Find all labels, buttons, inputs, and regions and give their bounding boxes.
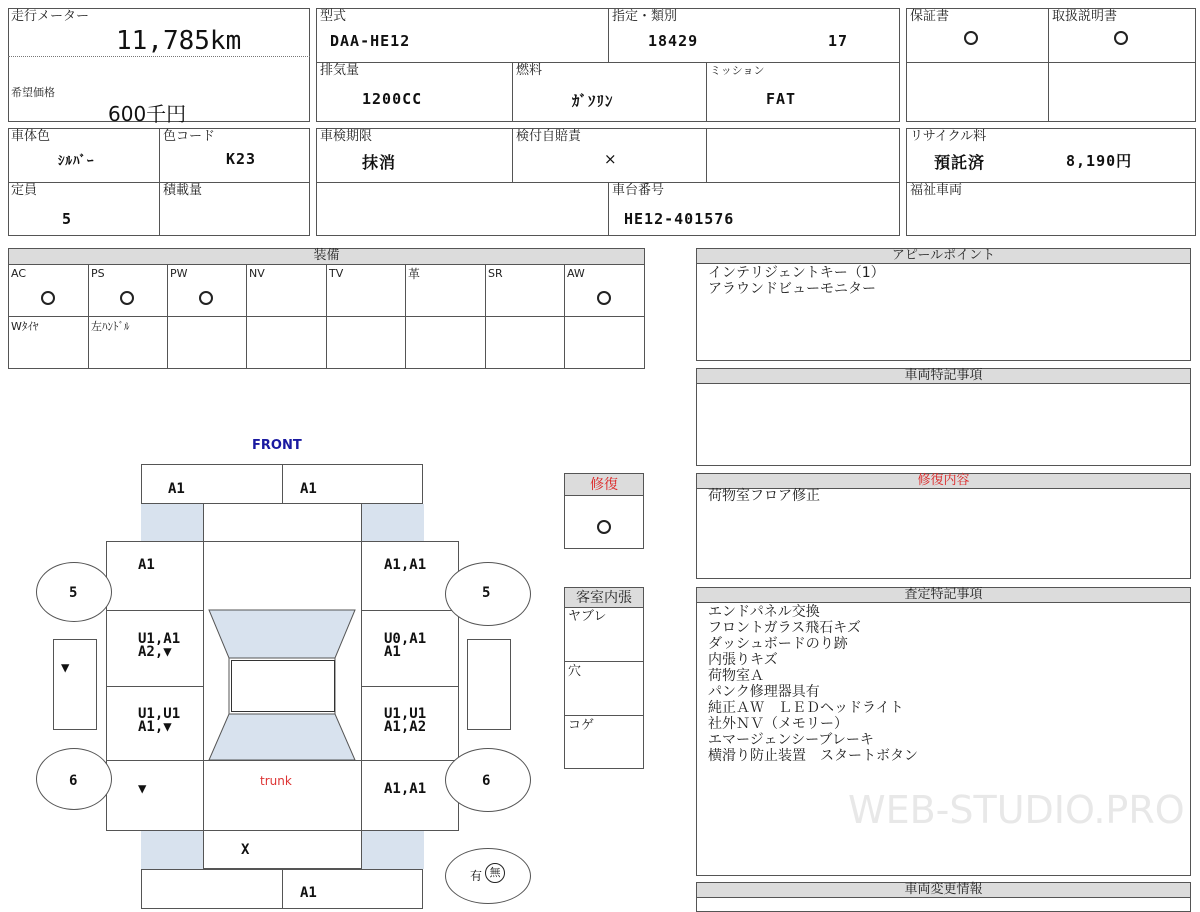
trunk-label: trunk (260, 774, 292, 788)
right-step (467, 639, 511, 730)
tire-front-left-value: 5 (69, 585, 78, 601)
insurance-label: 検付自賠責 (516, 129, 582, 144)
fl-door-label-2: A2,▼ (138, 644, 172, 660)
load-label: 積載量 (163, 183, 203, 198)
manual-label: 取扱説明書 (1052, 9, 1118, 24)
headlight-left (141, 504, 203, 541)
odometer-label: 走行メーター (11, 9, 90, 24)
assessment-line-4: 内張りキズ (708, 652, 778, 668)
rear-panel (203, 831, 362, 869)
taillight-right (362, 831, 424, 869)
car-diagram (0, 430, 560, 900)
vehicle-notes-title: 車両特記事項 (697, 369, 1190, 384)
inspection-label: 車検期限 (320, 129, 373, 144)
equip-lhd-label: 左ﾊﾝﾄﾞﾙ (91, 320, 130, 333)
interior-title: 客室内張 (565, 588, 643, 608)
assessment-line-7: 純正ＡＷ ＬＥＤヘッドライト (708, 700, 904, 716)
equipment-title: 装備 (9, 249, 644, 265)
front-left-label: A1 (168, 481, 185, 497)
interior-item-2: 穴 (568, 664, 582, 679)
equip-nv-label: NV (249, 267, 265, 280)
assessment-title: 査定特記事項 (697, 588, 1190, 603)
transmission-label: ミッション (710, 64, 765, 77)
left-step (53, 639, 97, 730)
equip-sr-label: SR (488, 267, 503, 280)
assessment-line-10: 横滑り防止装置 スタートボタン (708, 748, 918, 764)
rl-fender-label: ▼ (138, 781, 147, 797)
inspection-value: 抹消 (362, 153, 397, 172)
manual-circle (1114, 31, 1128, 45)
assessment-line-8: 社外ＮＶ（メモリー） (708, 716, 848, 732)
repair-content-title: 修復内容 (697, 474, 1190, 489)
chassis-label: 車台番号 (612, 183, 665, 198)
equip-ac-circle (41, 291, 55, 305)
equip-aw-label: AW (567, 267, 585, 280)
assessment-line-9: エマージェンシーブレーキ (708, 732, 874, 748)
equipment-row1 (8, 265, 645, 316)
left-step-label: ▼ (61, 660, 70, 676)
color-code-value: K23 (226, 150, 257, 168)
capacity-value: 5 (62, 210, 73, 228)
vehicle-change-title: 車両変更情報 (697, 883, 1190, 898)
assessment-line-6: パンク修理器具有 (708, 684, 820, 700)
interior-item-3: コゲ (568, 718, 595, 733)
rear-center-label: X (241, 842, 250, 858)
designation-value-1: 18429 (648, 32, 699, 50)
rl-door-label-2: A1,▼ (138, 719, 172, 735)
equip-ps-circle (120, 291, 134, 305)
rr-door-label-1: U1,U1 (384, 706, 427, 722)
assessment-line-5: 荷物室Ａ (708, 668, 764, 684)
repair-circle (597, 520, 611, 534)
price-label: 希望価格 (11, 86, 55, 99)
designation-label: 指定・類別 (612, 9, 678, 24)
fr-door-label-1: U0,A1 (384, 631, 427, 647)
headlight-right (362, 504, 424, 541)
equip-ps-label: PS (91, 267, 105, 280)
spare-none: 無 (485, 863, 505, 883)
appeal-title: アピールポイント (697, 249, 1190, 264)
recycle-label: リサイクル料 (910, 129, 987, 144)
assessment-line-3: ダッシュボードのり跡 (708, 636, 848, 652)
appeal-line-1: インテリジェントキー（1） (708, 265, 885, 281)
equip-pw-circle (199, 291, 213, 305)
insurance-value: × (604, 150, 618, 168)
rear-label: A1 (300, 885, 317, 901)
chassis-value: HE12-401576 (624, 210, 735, 228)
tire-rear-right-value: 6 (482, 773, 491, 789)
fl-door-label-1: U1,A1 (138, 631, 181, 647)
equip-wtire-label: Wﾀｲﾔ (11, 320, 39, 333)
documents-table (906, 8, 1196, 122)
fl-fender-label: A1 (138, 557, 155, 573)
equip-ac-label: AC (11, 267, 27, 280)
fr-fender-label: A1,A1 (384, 557, 427, 573)
front-label: FRONT (252, 438, 302, 453)
equip-pw-label: PW (170, 267, 188, 280)
rr-door-label-2: A1,A2 (384, 719, 427, 735)
equip-leather-label: 革 (408, 267, 421, 281)
welfare-label: 福祉車両 (910, 183, 963, 198)
capacity-label: 定員 (11, 183, 38, 198)
appeal-line-2: アラウンドビューモニター (708, 281, 876, 297)
repair-content-line-1: 荷物室フロア修正 (708, 488, 820, 504)
fuel-value: ｶﾞｿﾘﾝ (572, 92, 614, 110)
model-label: 型式 (320, 9, 347, 24)
equip-tv-label: TV (329, 267, 344, 280)
tire-front-right-value: 5 (482, 585, 491, 601)
watermark: WEB-STUDIO.PRO (848, 788, 1185, 832)
front-right-label: A1 (300, 481, 317, 497)
model-value: DAA-HE12 (330, 32, 411, 50)
fr-door-label-2: A1 (384, 644, 401, 660)
warranty-label: 保証書 (910, 9, 950, 24)
tire-rear-left-value: 6 (69, 773, 78, 789)
rl-door-label-1: U1,U1 (138, 706, 181, 722)
equip-aw-circle (597, 291, 611, 305)
assessment-line-2: フロントガラス飛石キズ (708, 620, 861, 636)
body-color-value: ｼﾙﾊﾞｰ (58, 154, 95, 169)
body-color-label: 車体色 (11, 129, 51, 144)
assessment-line-1: エンドパネル交換 (708, 604, 820, 620)
price-value: 600千円 (108, 102, 187, 126)
recycle-status: 預託済 (934, 153, 986, 172)
repair-title: 修復 (565, 474, 643, 496)
warranty-circle (964, 31, 978, 45)
fuel-label: 燃料 (516, 63, 543, 78)
color-code-label: 色コード (163, 129, 216, 144)
transmission-value: FAT (766, 90, 797, 108)
interior-item-1: ヤブレ (568, 609, 607, 624)
designation-value-2: 17 (828, 32, 849, 50)
rr-fender-label: A1,A1 (384, 781, 427, 797)
taillight-left (141, 831, 203, 869)
recycle-amount: 8,190円 (1066, 152, 1133, 170)
displacement-label: 排気量 (320, 63, 360, 78)
spare-have: 有 (470, 869, 483, 883)
displacement-value: 1200CC (362, 90, 423, 108)
odometer-value: 11,785km (116, 26, 242, 56)
